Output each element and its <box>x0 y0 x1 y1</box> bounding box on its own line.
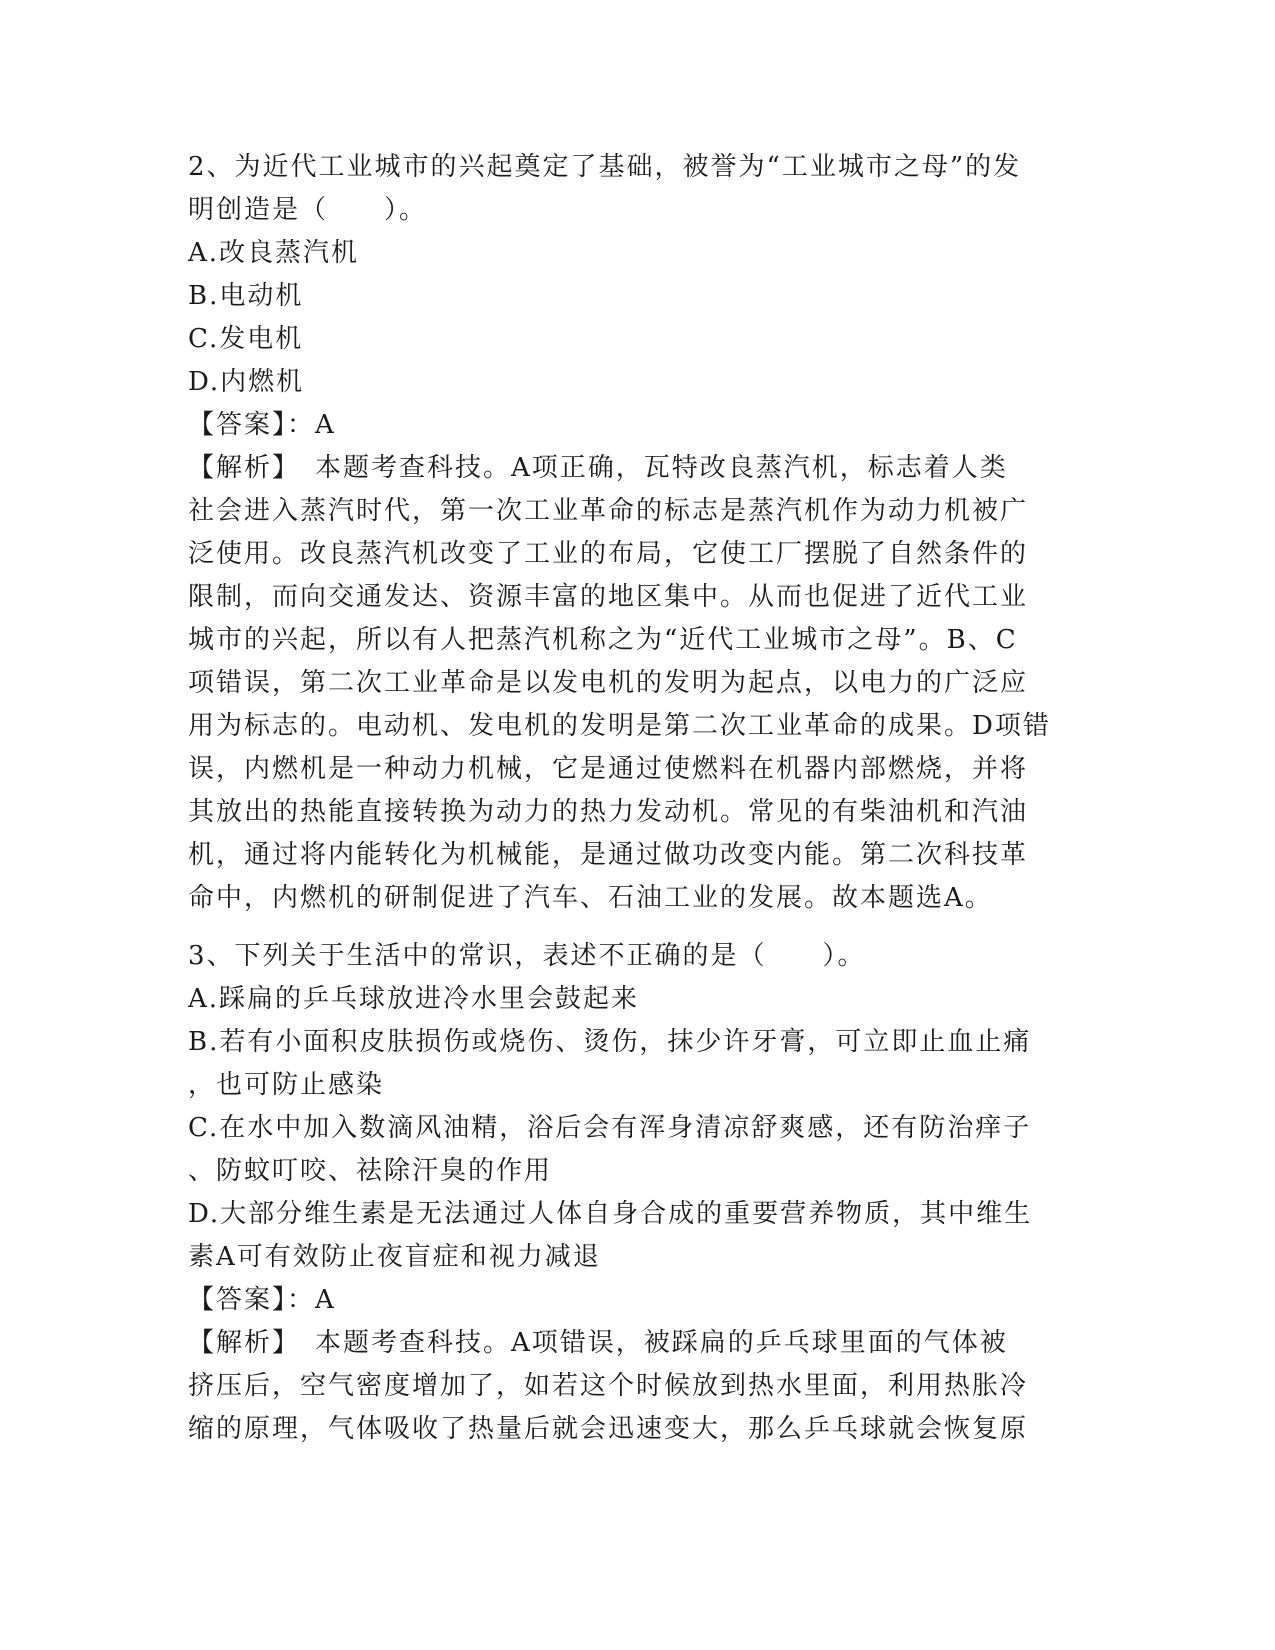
option-b <box>188 1021 1088 1107</box>
analysis-line: 缩的原理，气体吸收了热量后就会迅速变大，那么乒乓球就会恢复原 <box>188 1414 1029 1444</box>
option-d <box>188 361 1088 404</box>
answer: 【答案】：A <box>188 1285 336 1315</box>
option-d <box>188 1193 1088 1279</box>
analysis-line: 限制，而向交通发达、资源丰富的地区集中。从而也促进了近代工业 <box>188 582 1029 612</box>
question-separator <box>188 920 1088 935</box>
analysis-line: 挤压后，空气密度增加了，如若这个时候放到热水里面，利用热胀冷 <box>188 1371 1029 1401</box>
question-stem-line: 明创造是（ ）。 <box>188 195 428 225</box>
option-line: D.大部分维生素是无法通过人体自身合成的重要营养物质，其中维生 <box>188 1199 1033 1229</box>
option-b <box>188 275 1088 318</box>
analysis-line: 其放出的热能直接转换为动力的热力发动机。常见的有柴油机和汽油 <box>188 797 1029 827</box>
option-line: 、防蚊叮咬、祛除汗臭的作用 <box>188 1156 553 1186</box>
option-line: A.改良蒸汽机 <box>188 238 360 268</box>
option-line: B.若有小面积皮肤损伤或烧伤、烫伤，抹少许牙膏，可立即止血止痛 <box>188 1027 1032 1057</box>
analysis <box>188 1322 1088 1451</box>
analysis-line: 【解析】 本题考查科技。A项正确，瓦特改良蒸汽机，标志着人类 <box>188 453 1008 483</box>
analysis-line: 泛使用。改良蒸汽机改变了工业的布局，它使工厂摆脱了自然条件的 <box>188 539 1029 569</box>
question-2 <box>188 146 1088 920</box>
analysis-line: 项错误，第二次工业革命是以发电机的发明为起点，以电力的广泛应 <box>188 668 1029 698</box>
option-line: ，也可防止感染 <box>188 1070 385 1100</box>
question-stem-line: 2、为近代工业城市的兴起奠定了基础，被誉为“工业城市之母”的发 <box>188 152 1022 182</box>
analysis <box>188 447 1088 920</box>
analysis-line: 机，通过将内能转化为机械能，是通过做功改变内能。第二次科技革 <box>188 840 1029 870</box>
option-c <box>188 318 1088 361</box>
document-page <box>188 146 1088 1451</box>
option-line: A.踩扁的乒乓球放进冷水里会鼓起来 <box>188 984 640 1014</box>
option-a <box>188 232 1088 275</box>
analysis-line: 城市的兴起，所以有人把蒸汽机称之为“近代工业城市之母”。B、C <box>188 625 1018 655</box>
option-line: C.发电机 <box>188 324 304 354</box>
question-stem-line: 3、下列关于生活中的常识，表述不正确的是（ ）。 <box>188 941 866 971</box>
option-line: C.在水中加入数滴风油精，浴后会有浑身清凉舒爽感，还有防治痒子 <box>188 1113 1032 1143</box>
option-line: B.电动机 <box>188 281 304 311</box>
analysis-line: 【解析】 本题考查科技。A项错误，被踩扁的乒乓球里面的气体被 <box>188 1328 1008 1358</box>
option-a <box>188 978 1088 1021</box>
analysis-line: 误，内燃机是一种动力机械，它是通过使燃料在机器内部燃烧，并将 <box>188 754 1029 784</box>
option-line: 素A可有效防止夜盲症和视力减退 <box>188 1242 601 1272</box>
analysis-line: 社会进入蒸汽时代，第一次工业革命的标志是蒸汽机作为动力机被广 <box>188 496 1029 526</box>
option-c <box>188 1107 1088 1193</box>
analysis-line: 用为标志的。电动机、发电机的发明是第二次工业革命的成果。D项错 <box>188 711 1051 741</box>
option-line: D.内燃机 <box>188 367 305 397</box>
answer: 【答案】：A <box>188 410 336 440</box>
analysis-line: 命中，内燃机的研制促进了汽车、石油工业的发展。故本题选A。 <box>188 883 993 913</box>
question-3 <box>188 935 1088 1451</box>
